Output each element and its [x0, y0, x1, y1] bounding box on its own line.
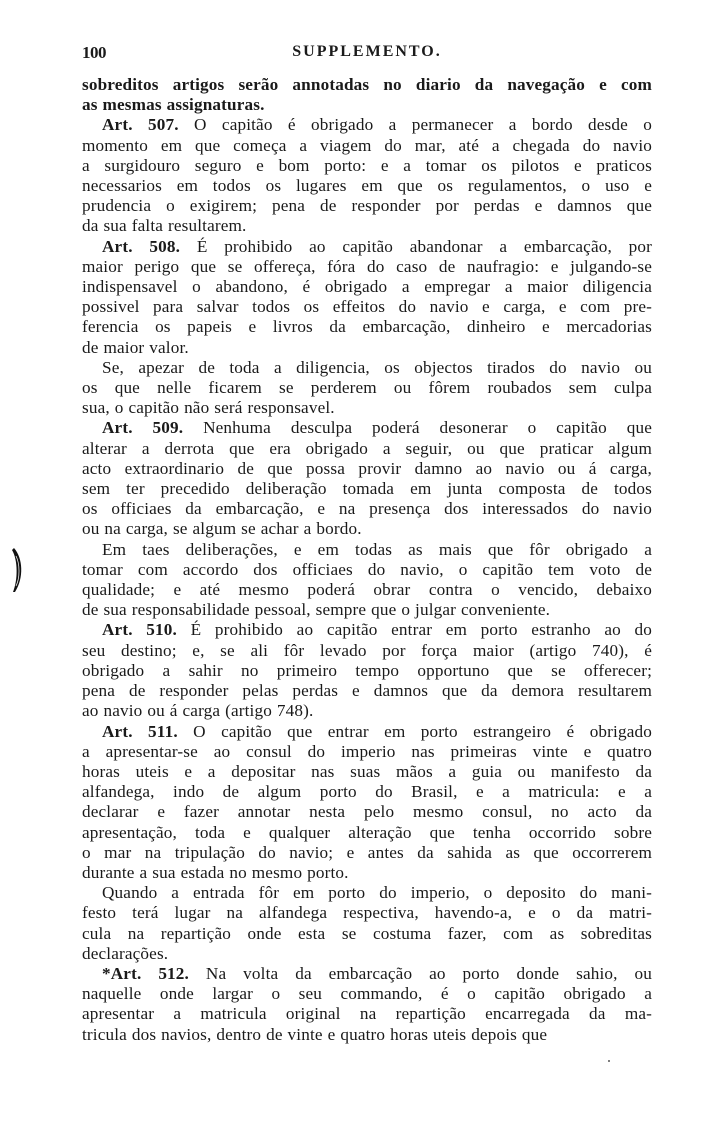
text-line: [82, 479, 652, 499]
paragraph-art-509-para-2: [82, 540, 652, 621]
line-text: alfandega, indo de algum porto do Brasil, e a matricula: e a: [82, 782, 652, 802]
line-text: tomar com accordo dos officiaes do navio, o capitão tem voto de: [82, 559, 652, 579]
text-line: [82, 984, 652, 1004]
line-text: necessarios em todos os lugares em que os regulamentos, o uso e: [82, 176, 652, 196]
line-text: possivel para salvar todos os effeitos do navio e carga, e com pre-: [82, 297, 652, 317]
text-line: [82, 136, 652, 156]
text-line: [82, 297, 652, 317]
text-line: [82, 802, 652, 822]
text-line: [82, 681, 652, 701]
text-line: [82, 358, 652, 378]
text-line: [82, 95, 652, 115]
line-text: apresentar a matricula original na repartição encarregada da ma-: [82, 1004, 652, 1024]
text-line: [82, 216, 652, 236]
text-line: [82, 277, 652, 297]
line-text: tricula dos navios, dentro de vinte e quatro horas uteis depois que: [82, 1024, 548, 1044]
text-line: [82, 115, 652, 135]
text-line: [82, 257, 652, 277]
article-number: Art. 511.: [102, 721, 178, 741]
line-text: os que nelle ficarem se perderem ou fôrem roubados sem culpa: [82, 378, 652, 398]
line-text: alterar a derrota que era obrigado a seguir, ou que praticar algum: [82, 438, 652, 458]
text-line: [82, 196, 652, 216]
text-line: [82, 580, 652, 600]
line-text: ao navio ou á carga (artigo 748).: [82, 701, 314, 721]
line-text: momento em que começa a viagem do mar, até a chegada do navio: [82, 135, 652, 155]
line-text: declarar e fazer annotar nesta pelo mesmo consul, no acto da: [82, 802, 652, 822]
text-line: [82, 418, 652, 438]
line-text: ferencia os papeis e livros da embarcação, dinheiro e mercadorias: [82, 317, 652, 337]
line-text: É prohibido ao capitão abandonar a embarcação, por: [196, 236, 652, 256]
line-text: de sua responsabilidade pessoal, sempre que o julgar conveniente.: [82, 600, 551, 620]
line-text: sem ter precedido deliberação tomada em junta composta de todos: [82, 479, 652, 499]
text-line: [82, 398, 652, 418]
running-title: SUPPLEMENTO.: [292, 43, 442, 60]
line-text: maior perigo que se offereça, fóra do caso de naufragio: e julgando-se: [82, 256, 652, 276]
line-text: seu destino; e, se ali fôr levado por força maior (artigo 740), é: [82, 640, 652, 660]
line-text: de maior valor.: [82, 337, 189, 357]
text-line: [82, 560, 652, 580]
line-text: apresentação, toda e qualquer alteração que tenha occorrido sobre: [82, 822, 652, 842]
text-line: [82, 176, 652, 196]
line-text: Em taes deliberações, e em todas as mais que fôr obrigado a: [102, 539, 652, 559]
paragraph-art-510: [82, 620, 652, 721]
text-line: [82, 944, 652, 964]
line-text: o mar na tripulação do navio; e antes da sahida as que occorrerem: [82, 842, 652, 862]
line-text: Se, apezar de toda a diligencia, os objectos tirados do navio ou: [102, 357, 652, 377]
text-line: [82, 823, 652, 843]
line-text: a surgidouro seguro e bom porto: e a tomar os pilotos e praticos: [82, 155, 652, 175]
text-line: [82, 883, 652, 903]
line-text: qualidade; e até mesmo poderá obrar contra o vencido, debaixo: [82, 580, 652, 600]
line-text: os officiaes da embarcação, e na presença dos interessados do navio: [82, 499, 652, 519]
text-line: [82, 237, 652, 257]
line-text: sua, o capitão não será responsavel.: [82, 398, 335, 418]
paragraph-art-512: [82, 964, 652, 1045]
article-number: Art. 508.: [102, 236, 181, 256]
paragraph-art-511-para-2: [82, 883, 652, 964]
text-line: [82, 641, 652, 661]
line-text: O capitão que entrar em porto estrangeiro é obrigado: [193, 721, 652, 741]
text-line: [82, 519, 652, 539]
text-line: [82, 722, 652, 742]
line-text: acto extraordinario de que possa provir damno ao navio ou á carga,: [82, 458, 652, 478]
article-number: *Art. 512.: [102, 963, 189, 983]
paragraph-continuation: [82, 75, 652, 115]
text-line: [82, 75, 652, 95]
text-line: [82, 903, 652, 923]
line-text: sobreditos artigos serão annotadas no diario da navegação e com: [82, 75, 652, 94]
running-head: [82, 40, 652, 66]
text-line: [82, 762, 652, 782]
text-line: [82, 620, 652, 640]
article-number: Art. 509.: [102, 418, 184, 438]
page-number: 100: [82, 43, 106, 62]
text-line: [82, 540, 652, 560]
line-text: as mesmas assignaturas.: [82, 95, 265, 115]
line-text: prudencia o exigirem; pena de responder por perdas e damnos que: [82, 196, 652, 216]
text-line: [82, 843, 652, 863]
body-text: [82, 75, 652, 1045]
paragraph-art-508: [82, 237, 652, 358]
paragraph-art-507: [82, 115, 652, 236]
text-line: [82, 338, 652, 358]
text-line: [82, 863, 652, 883]
line-text: O capitão é obrigado a permanecer a bordo desde o: [194, 115, 652, 135]
text-line: [82, 378, 652, 398]
text-line: [82, 600, 652, 620]
text-line: [82, 964, 652, 984]
binding-bracket-icon: [12, 548, 24, 594]
text-line: [82, 742, 652, 762]
article-number: Art. 510.: [102, 620, 177, 640]
line-text: a apresentar-se ao consul do imperio nas primeiras vinte e quatro: [82, 741, 652, 761]
line-text: naquelle onde largar o seu commando, é o capitão obrigado a: [82, 984, 652, 1004]
text-line: [82, 1025, 652, 1045]
line-text: Nenhuma desculpa poderá desonerar o capitão que: [203, 418, 652, 438]
ink-speck: [608, 1060, 610, 1062]
line-text: cula na repartição onde esta se costuma fazer, com as sobreditas: [82, 923, 652, 943]
line-text: Na volta da embarcação ao porto donde sahio, ou: [205, 963, 652, 983]
line-text: Quando a entrada fôr em porto do imperio, o deposito do mani-: [102, 883, 652, 903]
text-line: [82, 701, 652, 721]
book-page: [82, 40, 652, 1045]
text-line: [82, 661, 652, 681]
text-line: [82, 1004, 652, 1024]
text-line: [82, 317, 652, 337]
paragraph-art-511: [82, 722, 652, 884]
line-text: festo terá lugar na alfandega respectiva, havendo-a, e o da matri-: [82, 903, 652, 923]
line-text: da sua falta resultarem.: [82, 216, 247, 236]
line-text: É prohibido ao capitão entrar em porto estranho ao do: [190, 620, 652, 640]
text-line: [82, 156, 652, 176]
line-text: ou na carga, se algum se achar a bordo.: [82, 519, 362, 539]
line-text: declarações.: [82, 943, 169, 963]
text-line: [82, 782, 652, 802]
line-text: indispensavel o abandono, é obrigado a empregar a maior diligencia: [82, 277, 652, 297]
text-line: [82, 439, 652, 459]
line-text: horas uteis e a depositar nas suas mãos a guia ou manifesto da: [82, 761, 652, 781]
line-text: durante a sua estada no mesmo porto.: [82, 862, 349, 882]
paragraph-art-508-para-2: [82, 358, 652, 419]
text-line: [82, 499, 652, 519]
text-line: [82, 459, 652, 479]
paragraph-art-509: [82, 418, 652, 539]
line-text: obrigado a sahir no primeiro tempo opportuno que se offerecer;: [82, 660, 652, 680]
article-number: Art. 507.: [102, 115, 179, 135]
line-text: pena de responder pelas perdas e damnos que da demora resultarem: [82, 681, 652, 701]
text-line: [82, 924, 652, 944]
